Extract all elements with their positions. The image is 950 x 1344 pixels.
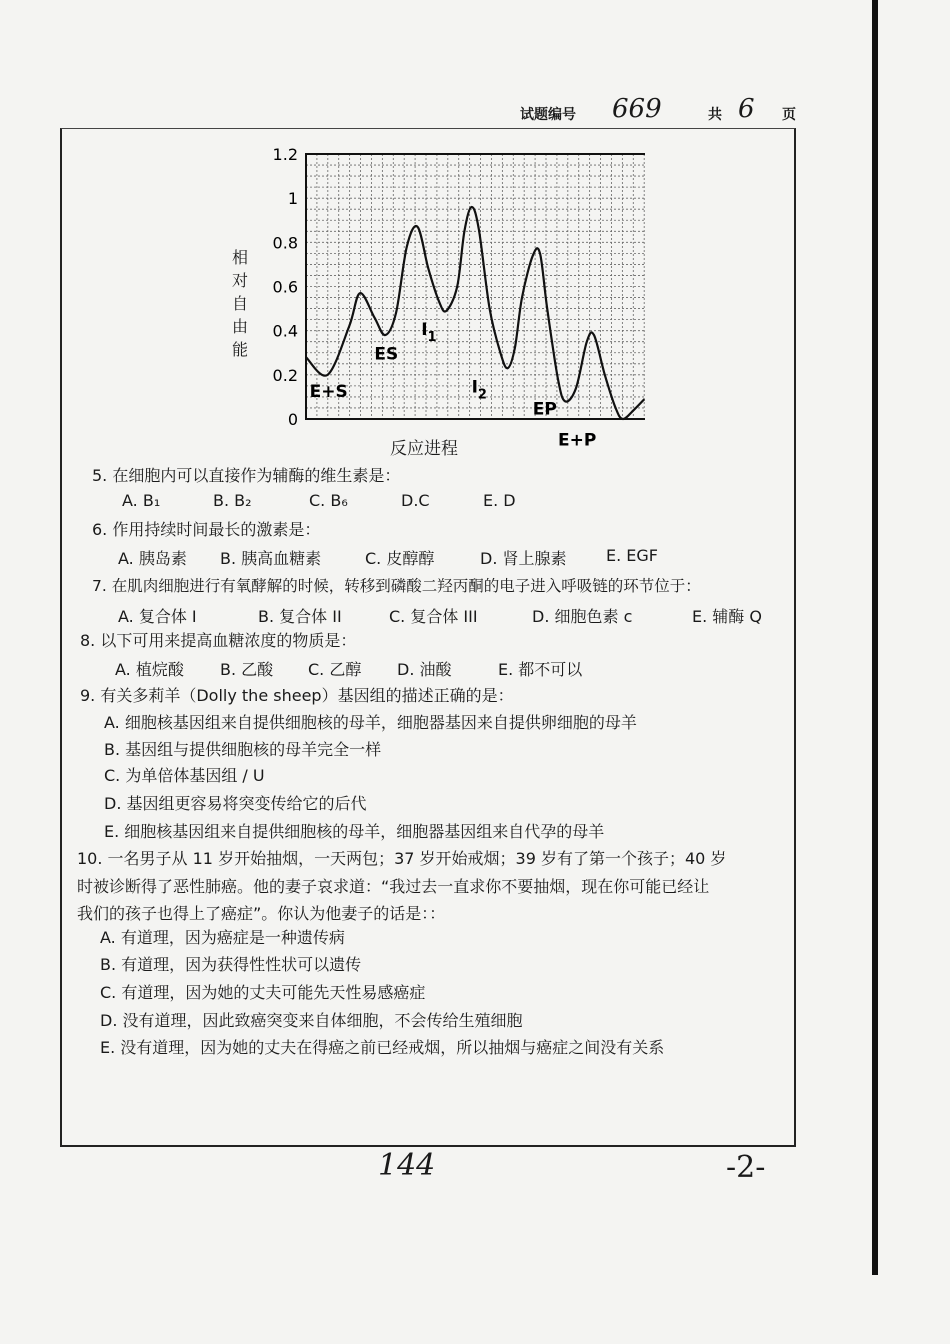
answer-option: E. 都不可以 [498,660,583,679]
chart-x-axis-label: 反应进程 [390,439,458,459]
answer-option: A. 有道理，因为癌症是一种遗传病 [100,928,345,947]
exam-code-label: 试题编号 [520,107,576,123]
curve-annotation: $I_2$ [471,377,487,403]
answer-option: B. B₂ [213,491,252,510]
y-axis-label-char: 能 [231,340,248,359]
answer-option: E. 辅酶 Q [692,607,762,626]
pages-unit-label: 页 [782,107,796,123]
question-stem-line: 我们的孩子也得上了癌症”。你认为他妻子的话是：： [77,904,446,923]
y-axis-label-char: 自 [231,294,248,313]
answer-option: E. EGF [606,546,658,565]
scan-edge-bar [872,0,878,1275]
exam-header [520,94,820,128]
answer-option: C. B₆ [309,491,348,510]
answer-option: C. 乙醇 [308,660,362,679]
answer-option: E. 细胞核基因组来自提供细胞核的母羊，细胞器基因组来自代孕的母羊 [104,822,605,841]
answer-option: A. B₁ [122,491,161,510]
answer-option: B. 胰高血糖素 [220,549,322,568]
y-tick-label: 0.4 [272,321,298,341]
question-stem-line: 时被诊断得了恶性肺癌。他的妻子哀求道：“我过去一直求你不要抽烟，现在你可能已经让 [77,877,710,896]
answer-option: A. 细胞核基因组来自提供细胞核的母羊，细胞器基因来自提供卵细胞的母羊 [104,713,637,732]
answer-option: B. 有道理，因为获得性性状可以遗传 [100,955,362,974]
energy-chart-svg [225,138,645,458]
total-pages-value: 6 [738,94,755,124]
answer-option: D. 细胞色素 c [532,607,633,626]
chart-y-axis-label [230,246,250,361]
curve-annotation: E+P [558,430,597,451]
y-axis-label-char: 相 [231,248,248,267]
total-pages-label: 共 [708,107,722,123]
curve-annotation: EP [532,399,557,420]
answer-option: D. 基因组更容易将突变传给它的后代 [104,794,367,813]
energy-chart [225,138,645,458]
y-tick-labels [273,145,298,429]
answer-option: C. 复合体 III [389,607,478,626]
answer-option: D.C [401,491,430,510]
exam-code-value: 669 [612,94,662,124]
answer-option: B. 乙酸 [220,660,274,679]
answer-option: C. 有道理，因为她的丈夫可能先天性易感癌症 [100,983,426,1002]
answer-option: C. 皮醇醇 [365,549,435,568]
question-stem-line: 10. 一名男子从 11 岁开始抽烟，一天两包；37 岁开始戒烟；39 岁有了第一个孩子；40 岁 [77,849,727,868]
curve-annotation: E+S [309,381,348,402]
handwritten-page-number: 144 [378,1148,436,1183]
answer-option: A. 复合体 I [118,607,197,626]
question-stem: 7. 在肌肉细胞进行有氧酵解的时候，转移到磷酸二羟丙酮的电子进入呼吸链的环节位于： [92,577,701,595]
page-mark: -2- [726,1150,766,1185]
answer-option: D. 肾上腺素 [480,549,567,568]
y-axis-label-char: 由 [231,317,248,336]
answer-option: A. 胰岛素 [118,549,187,568]
question-stem: 8. 以下可用来提高血糖浓度的物质是： [80,631,357,650]
answer-option: E. 没有道理，因为她的丈夫在得癌之前已经戒烟，所以抽烟与癌症之间没有关系 [100,1038,665,1057]
answer-option: B. 基因组与提供细胞核的母羊完全一样 [104,740,382,759]
y-tick-label: 0.6 [272,277,298,297]
curve-annotation: ES [374,344,399,365]
y-tick-label: 0.2 [272,365,298,385]
answer-option: A. 植烷酸 [115,660,184,679]
y-tick-label: 1.2 [272,145,298,164]
answer-option: D. 没有道理，因此致癌突变来自体细胞，不会传给生殖细胞 [100,1011,523,1030]
question-stem: 6. 作用持续时间最长的激素是： [92,520,321,539]
curve-annotation: $I_1$ [421,320,437,346]
answer-option: B. 复合体 II [258,607,342,626]
y-axis-label-char: 对 [231,271,248,290]
answer-option: D. 油酸 [397,660,452,679]
y-tick-label: 0 [287,410,298,429]
y-tick-label: 1 [287,189,298,209]
curve-annotations [310,320,597,450]
answer-option: C. 为单倍体基因组 / U [104,766,265,785]
question-stem: 5. 在细胞内可以直接作为辅酶的维生素是： [92,466,401,485]
answer-option: E. D [483,491,516,510]
question-stem: 9. 有关多莉羊（Dolly the sheep）基因组的描述正确的是： [80,686,514,705]
y-tick-label: 0.8 [272,233,298,253]
